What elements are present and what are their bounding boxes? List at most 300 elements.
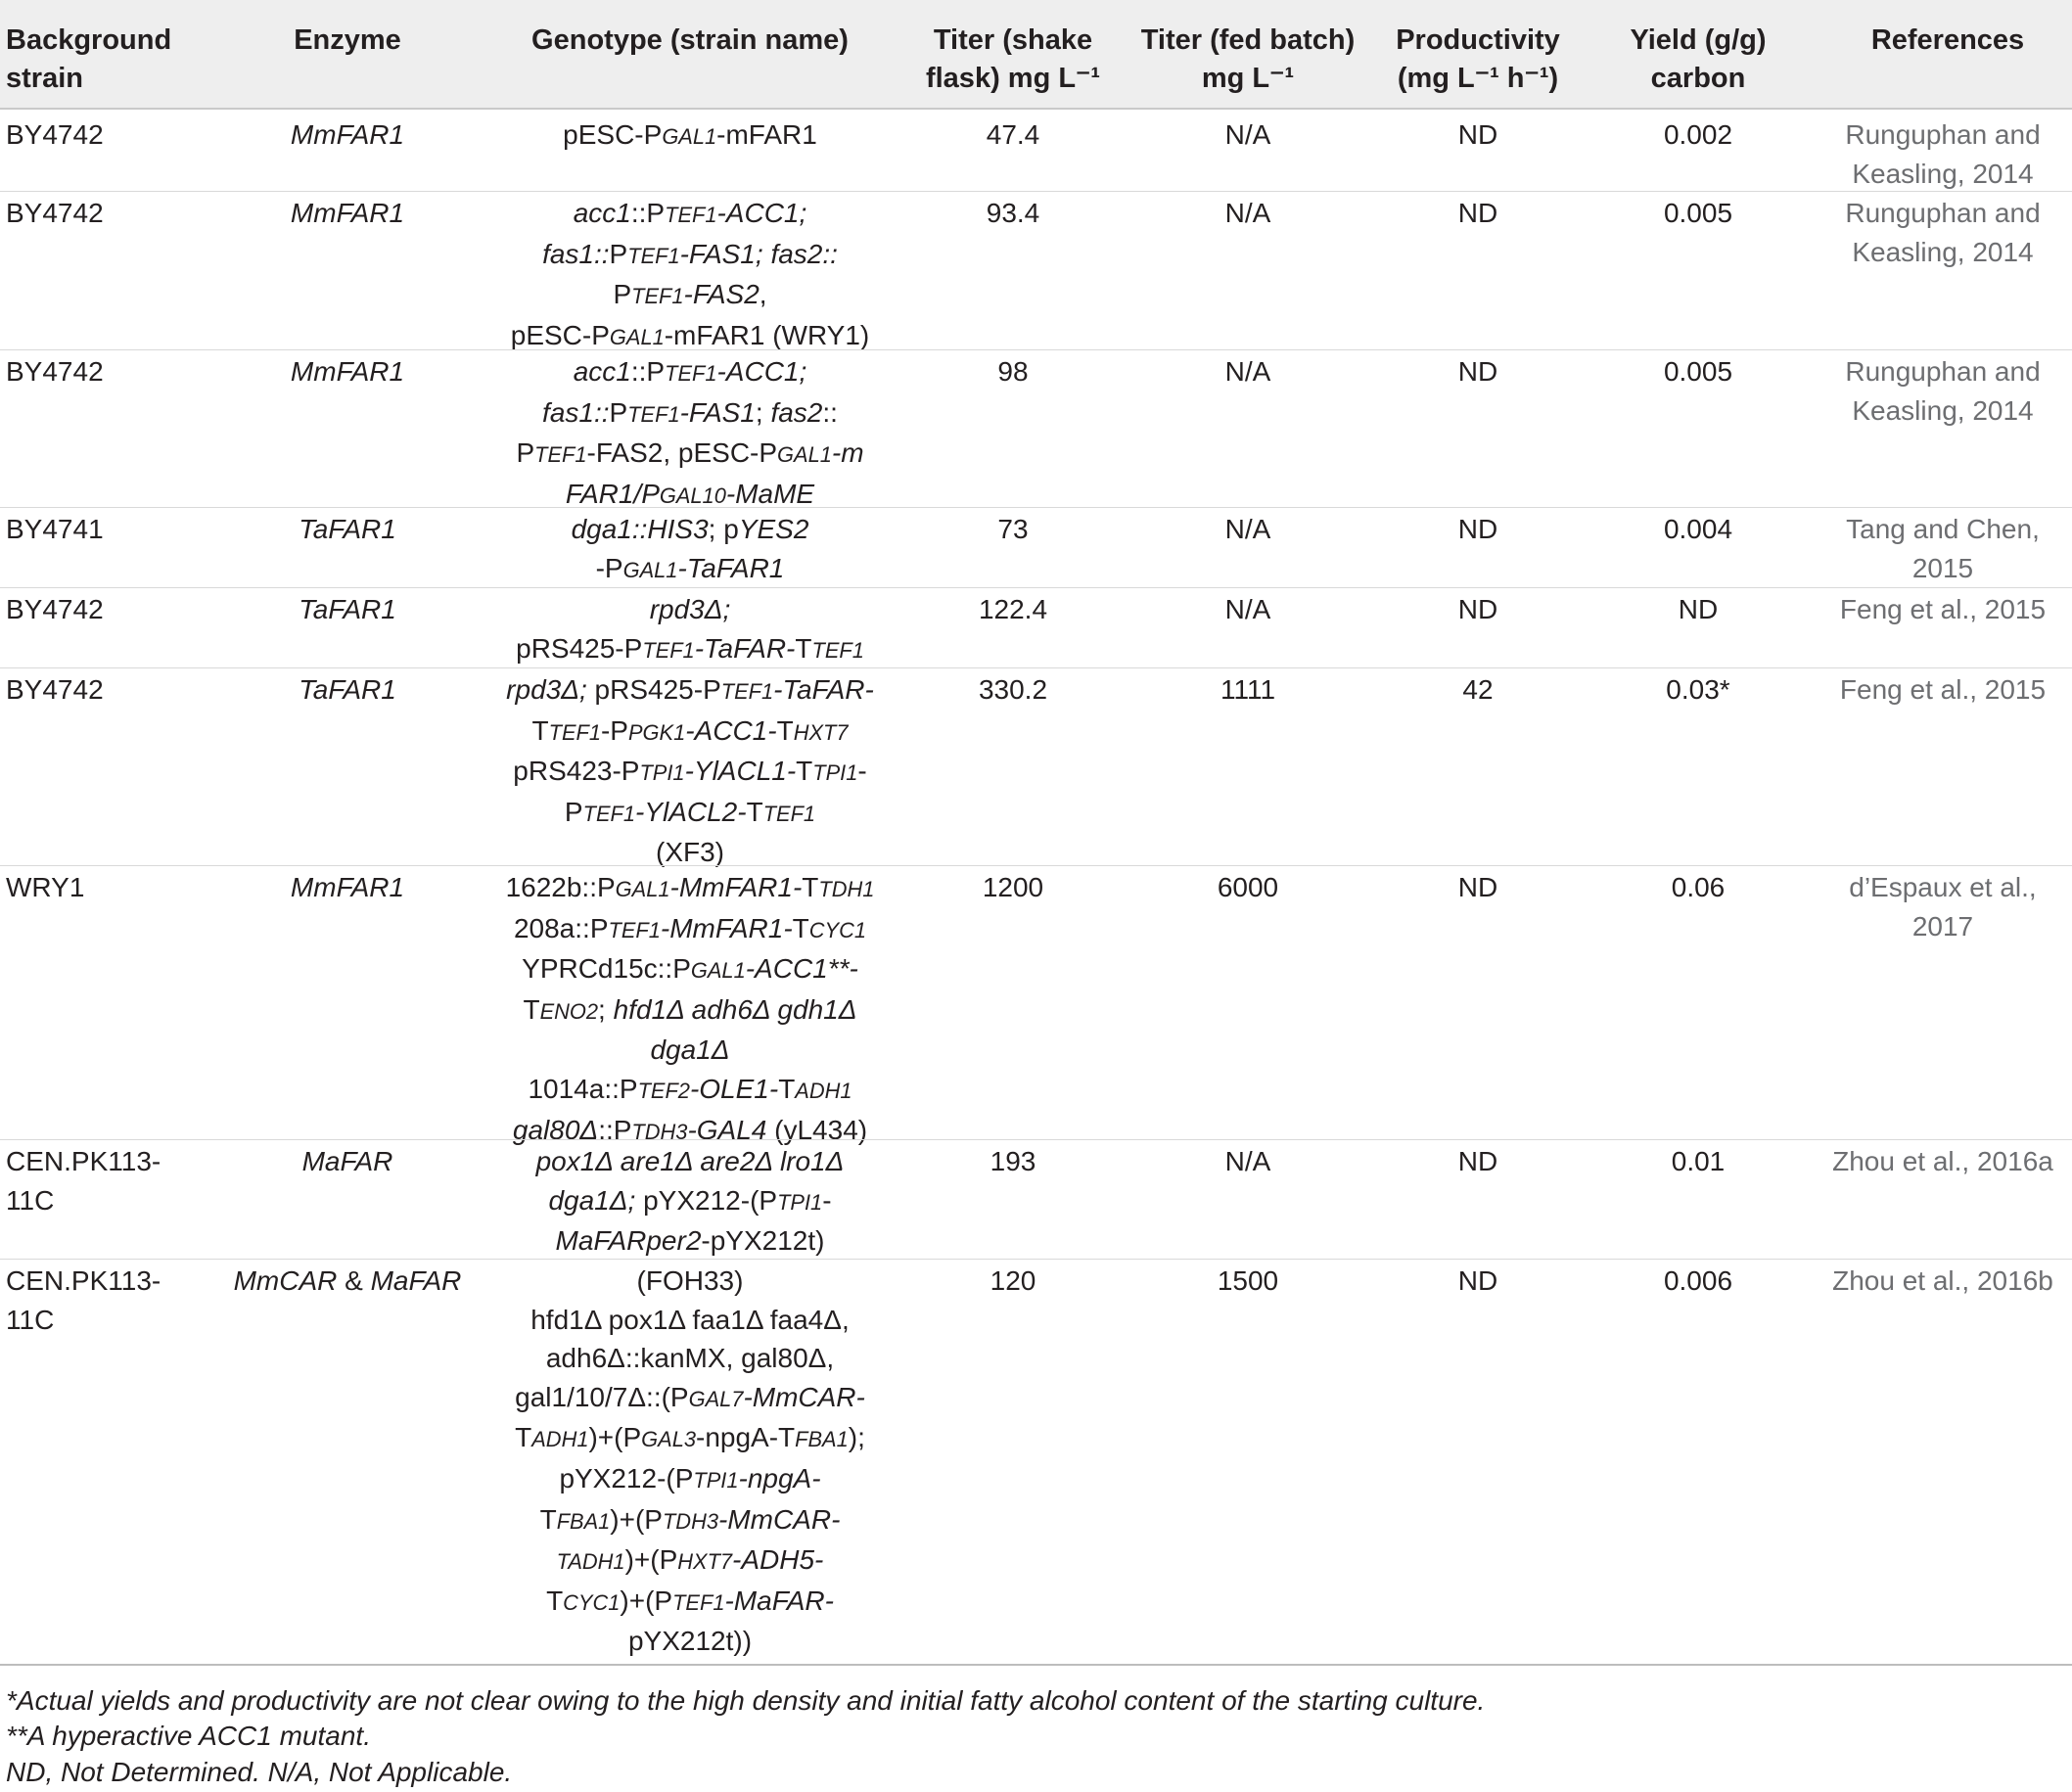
cell-productivity: ND [1457, 119, 1498, 150]
cell-reference [1820, 510, 2065, 587]
cell-reference [1820, 194, 2065, 271]
cell-genotype [470, 1142, 910, 1261]
genotype-line [470, 549, 910, 590]
header-line: flask) mg L⁻¹ [925, 63, 1101, 94]
header-references: References [1870, 24, 2025, 56]
cell-titer-shake: 1200 [982, 872, 1044, 902]
cell-background-strain: BY4742 [6, 198, 104, 228]
cell-titer-shake: 93.4 [986, 198, 1040, 228]
genotype-subscript: TDH3 [631, 1119, 688, 1144]
genotype-segment: ::P [630, 198, 666, 228]
genotype-segment: -P [595, 552, 623, 583]
genotype-line [470, 434, 910, 475]
row-divider [0, 667, 2072, 668]
cell-titer-shake: 330.2 [978, 674, 1048, 705]
genotype-subscript: GAL7 [688, 1386, 744, 1411]
genotype-segment: ::P [630, 356, 666, 387]
genotype-segment: , [725, 1343, 742, 1374]
genotype-line [470, 194, 910, 235]
genotype-subscript: TEF1 [665, 361, 717, 386]
cell-background-strain: WRY1 [6, 872, 85, 902]
genotype-subscript: TEF1 [665, 203, 717, 227]
cell-line: Keasling, 2014 [1852, 158, 2034, 189]
genotype-line [470, 316, 910, 357]
genotype-line [470, 1142, 910, 1181]
header-yield [1590, 22, 1806, 98]
cell-line: 11C [6, 1304, 55, 1335]
genotype-segment: pYX212-(P [559, 1462, 694, 1493]
cell-genotype [470, 1262, 910, 1661]
genotype-segment: gal80Δ [741, 1343, 827, 1374]
genotype-segment: pRS423-P [513, 756, 640, 787]
genotype-segment: fas1:: [542, 238, 610, 269]
genotype-segment: )+(P [624, 1544, 678, 1576]
genotype-segment: -ADH5- [732, 1544, 824, 1576]
genotype-line [470, 1070, 910, 1111]
genotype-segment: - [857, 756, 867, 787]
genotype-subscript: TDH1 [818, 877, 875, 901]
genotype-line [470, 235, 910, 276]
genotype-line [470, 115, 910, 157]
genotype-segment: 1014a::P [528, 1073, 638, 1104]
genotype-segment: fas1:: [542, 396, 610, 428]
genotype-segment: -mFAR1 [716, 119, 817, 150]
enzyme-name: MaFAR [370, 1265, 462, 1296]
genotype-segment: - [822, 1184, 832, 1216]
genotype-line [470, 712, 910, 753]
genotype-subscript: TEF1 [631, 284, 684, 309]
genotype-line [470, 793, 910, 834]
cell-genotype [470, 590, 910, 669]
genotype-segment: -MaFAR- [724, 1585, 834, 1616]
genotype-subscript: CYC1 [563, 1589, 621, 1615]
genotype-segment: -MmFAR1- [669, 872, 803, 902]
genotype-segment: gal80Δ [512, 1114, 599, 1145]
genotype-line [470, 1221, 910, 1261]
header-line: carbon [1650, 63, 1746, 94]
genotype-segment: , [759, 279, 767, 310]
genotype-segment: pox1Δ are1Δ are2Δ lro1Δ [535, 1146, 845, 1176]
cell-background-strain [6, 1142, 207, 1219]
cell-titer-shake: 120 [990, 1265, 1036, 1296]
genotype-line [470, 1378, 910, 1419]
genotype-line [470, 1540, 910, 1582]
genotype-subscript: GAL1 [777, 442, 832, 468]
genotype-segment: 1622b::P [505, 872, 616, 902]
genotype-segment: P [564, 796, 583, 827]
genotype-segment: -OLE1- [689, 1073, 779, 1104]
cell-yield: 0.06 [1671, 872, 1726, 902]
header-background-strain [6, 22, 221, 98]
enzyme-conjunction: & [337, 1265, 371, 1296]
genotype-segment: )+(P [620, 1585, 673, 1616]
genotype-segment: P [609, 396, 628, 428]
table-bottom-rule [0, 1664, 2072, 1666]
cell-genotype [470, 115, 910, 157]
cell-reference [1820, 352, 2065, 430]
genotype-segment: ::(P [646, 1381, 689, 1412]
genotype-subscript: GAL1 [609, 324, 665, 349]
header-genotype: Genotype (strain name) [531, 24, 849, 56]
genotype-segment: )+(P [588, 1422, 642, 1453]
genotype-subscript: GAL1 [662, 124, 717, 149]
enzyme-name: MmCAR [233, 1265, 338, 1296]
genotype-subscript: CYC1 [808, 917, 867, 942]
genotype-segment: T [523, 993, 540, 1025]
genotype-segment: adh6Δ::kanMX [545, 1343, 726, 1374]
cell-line: Feng et al., 2015 [1839, 594, 2047, 624]
genotype-segment: dga1::HIS3 [571, 514, 709, 544]
cell-yield: 0.004 [1663, 514, 1733, 544]
genotype-line [470, 275, 910, 316]
genotype-segment: -MmFAR1- [660, 912, 793, 943]
cell-enzyme: TaFAR1 [299, 594, 396, 624]
genotype-segment: -MmCAR- [717, 1503, 841, 1535]
cell-productivity: 42 [1462, 674, 1494, 705]
genotype-segment: (FOH33) [636, 1265, 744, 1296]
genotype-segment: T [796, 756, 813, 787]
genotype-segment: FAR1/P [565, 478, 660, 509]
genotype-segment: YES2 [738, 514, 809, 544]
genotype-line [470, 868, 910, 909]
genotype-segment: (XF3) [656, 837, 724, 868]
cell-yield: 0.03* [1666, 674, 1730, 705]
genotype-segment: ); [848, 1422, 865, 1453]
cell-titer-shake: 73 [997, 514, 1029, 544]
cell-yield: ND [1678, 594, 1719, 624]
cell-line: 11C [6, 1184, 55, 1216]
genotype-segment: pYX212t)) [627, 1626, 753, 1657]
row-divider [0, 587, 2072, 588]
header-line: (mg L⁻¹ h⁻¹) [1397, 63, 1559, 94]
header-line: Yield (g/g) [1630, 24, 1767, 56]
genotype-line [470, 590, 910, 629]
genotype-segment: fas2 [770, 396, 823, 428]
genotype-subscript: TPI1 [639, 760, 685, 786]
cell-background-strain: BY4742 [6, 674, 104, 705]
genotype-line [470, 1301, 910, 1340]
genotype-segment: ::P [598, 1114, 632, 1145]
header-line: mg L⁻¹ [1201, 63, 1295, 94]
genotype-subscript: ADH1 [795, 1078, 852, 1103]
cell-line: CEN.PK113- [6, 1146, 161, 1176]
genotype-segment: acc1 [573, 198, 631, 228]
genotype-segment: -FAS1; fas2:: [679, 238, 838, 269]
cell-line: CEN.PK113- [6, 1265, 161, 1296]
cell-line: 2015 [1911, 552, 1974, 583]
cell-line: d’Espaux et al., [1849, 872, 2037, 902]
genotype-segment: -YlACL2- [634, 796, 747, 827]
genotype-segment: T [792, 912, 809, 943]
cell-yield: 0.005 [1663, 198, 1733, 228]
genotype-segment: -ACC1; [716, 198, 807, 228]
genotype-segment: 208a::P [513, 912, 609, 943]
genotype-segment: T [746, 796, 763, 827]
genotype-subscript: TDH3 [662, 1508, 718, 1534]
genotype-subscript: TEF1 [627, 401, 680, 427]
cell-reference [1820, 1142, 2065, 1181]
genotype-segment: P [613, 279, 632, 310]
genotype-subscript: FBA1 [556, 1508, 611, 1534]
genotype-segment: dga1Δ [650, 1034, 730, 1066]
genotype-segment: T [778, 1073, 796, 1104]
row-divider [0, 1139, 2072, 1140]
cell-titer-fed: 1111 [1220, 674, 1276, 705]
header-line: Productivity [1396, 24, 1560, 56]
genotype-segment: acc1 [573, 356, 631, 387]
genotype-segment: pESC-P [563, 119, 663, 150]
genotype-subscript: GAL1 [690, 958, 746, 984]
genotype-segment: -GAL4 [687, 1114, 767, 1145]
genotype-line [470, 1582, 910, 1623]
genotype-line [470, 1459, 910, 1500]
genotype-segment: -npgA- [738, 1462, 821, 1493]
genotype-segment: -FAS1 [679, 396, 756, 428]
genotype-segment: pESC-P [510, 319, 610, 350]
genotype-segment: -TaFAR- [773, 674, 874, 705]
genotype-subscript: TPI1 [777, 1189, 823, 1215]
cell-line: Zhou et al., 2016a [1832, 1146, 2053, 1176]
genotype-segment: -YlACL1- [684, 756, 797, 787]
cell-titer-fed: N/A [1224, 119, 1271, 150]
genotype-subscript: TPI1 [693, 1467, 739, 1493]
footnote-abbreviations: ND, Not Determined. N/A, Not Applicable. [6, 1757, 513, 1787]
genotype-segment: P [609, 238, 628, 269]
cell-genotype [470, 868, 910, 1151]
cell-productivity: ND [1457, 198, 1498, 228]
genotype-segment: -P [600, 714, 628, 746]
cell-productivity: ND [1457, 872, 1498, 902]
genotype-subscript: TEF1 [548, 719, 601, 745]
cell-line: Runguphan and [1845, 119, 2041, 150]
cell-line: 2017 [1911, 910, 1974, 942]
genotype-subscript: TPI1 [812, 760, 858, 786]
genotype-segment: T [778, 1422, 796, 1453]
genotype-segment: -MmCAR- [743, 1381, 865, 1412]
genotype-subscript: ENO2 [539, 998, 599, 1024]
genotype-subscript: TEF1 [672, 1589, 725, 1615]
genotype-segment: gal1/10/7Δ [515, 1381, 647, 1412]
cell-productivity: ND [1457, 356, 1498, 387]
genotype-subscript: FBA1 [795, 1427, 849, 1452]
genotype-segment: , [841, 1304, 850, 1335]
cell-reference [1820, 670, 2065, 710]
cell-yield: 0.006 [1663, 1265, 1733, 1296]
header-line: Titer (shake [933, 24, 1093, 56]
header-enzyme: Enzyme [294, 24, 401, 56]
genotype-segment: MaFARper2 [555, 1225, 702, 1257]
genotype-line [470, 1500, 910, 1541]
genotype-segment: dga1Δ; [548, 1184, 636, 1216]
genotype-subscript: TEF1 [627, 243, 680, 268]
cell-line: Feng et al., 2015 [1839, 674, 2047, 705]
genotype-subscript: GAL3 [641, 1427, 696, 1452]
genotype-subscript: GAL1 [622, 557, 678, 582]
genotype-segment: rpd3Δ; [649, 594, 731, 624]
genotype-segment: rpd3Δ; [506, 674, 587, 705]
genotype-segment: T [776, 714, 794, 746]
genotype-segment: T [802, 872, 819, 902]
genotype-line [470, 1181, 910, 1222]
genotype-line [470, 1418, 910, 1459]
genotype-segment: hfd1Δ adh6Δ gdh1Δ [613, 993, 857, 1025]
cell-enzyme: MmFAR1 [290, 119, 405, 150]
genotype-segment: -TaFAR- [694, 632, 796, 664]
genotype-subscript: TADH1 [556, 1549, 625, 1575]
genotype-segment: -ACC1- [685, 714, 777, 746]
genotype-segment: -npgA- [696, 1422, 779, 1453]
cell-productivity: ND [1457, 514, 1498, 544]
row-divider [0, 865, 2072, 866]
cell-enzyme: MmFAR1 [290, 198, 405, 228]
genotype-segment: hfd1Δ pox1Δ faa1Δ faa4Δ [530, 1304, 842, 1335]
cell-background-strain: BY4742 [6, 119, 104, 150]
genotype-segment: P [516, 437, 535, 469]
genotype-segment: pYX212-(P [635, 1184, 778, 1216]
header-line: strain [6, 63, 83, 94]
genotype-segment: T [795, 632, 812, 664]
cell-enzyme [210, 1262, 484, 1301]
header-productivity [1365, 22, 1590, 98]
genotype-segment: -m [831, 437, 864, 469]
header-titer-shake [896, 22, 1130, 98]
genotype-segment: T [515, 1422, 532, 1453]
genotype-segment: )+(P [610, 1503, 663, 1535]
row-divider [0, 191, 2072, 192]
genotype-line [470, 352, 910, 393]
genotype-subscript: GAL10 [659, 482, 726, 508]
cell-genotype [470, 352, 910, 515]
cell-enzyme: MmFAR1 [290, 872, 405, 902]
cell-line: Runguphan and [1845, 198, 2041, 228]
genotype-segment: , [826, 1343, 835, 1374]
genotype-subscript: TEF1 [762, 801, 816, 826]
cell-titer-shake: 47.4 [986, 119, 1040, 150]
genotype-subscript: HXT7 [677, 1549, 733, 1575]
genotype-segment: pRS425-P [516, 632, 643, 664]
genotype-segment: ; [598, 993, 614, 1025]
cell-titer-fed: N/A [1224, 198, 1271, 228]
genotype-segment: ; p [708, 514, 739, 544]
genotype-line [470, 393, 910, 435]
genotype-segment: :: [822, 396, 838, 428]
genotype-line [470, 1031, 910, 1070]
genotype-subscript: TEF1 [608, 917, 661, 942]
cell-titer-fed: 6000 [1217, 872, 1279, 902]
header-titer-fed [1130, 22, 1365, 98]
cell-line: Tang and Chen, [1846, 514, 2040, 544]
cell-titer-shake: 193 [990, 1146, 1036, 1176]
cell-reference [1820, 1262, 2065, 1301]
cell-yield: 0.005 [1663, 356, 1733, 387]
genotype-segment: -ACC1**- [745, 953, 858, 985]
cell-reference [1820, 115, 2065, 193]
cell-reference [1820, 590, 2065, 629]
genotype-segment: YPRCd15c::P [522, 953, 691, 985]
cell-genotype [470, 510, 910, 589]
genotype-line [470, 510, 910, 549]
footnote-yield: *Actual yields and productivity are not clear owing to the high density and initial fatty alcohol content of the starting culture. [6, 1685, 1486, 1716]
table-header [0, 0, 2072, 110]
genotype-segment: -ACC1; [716, 356, 807, 387]
cell-line: Runguphan and [1845, 356, 2041, 387]
genotype-line [470, 1262, 910, 1301]
genotype-segment: T [546, 1585, 564, 1616]
genotype-subscript: TEF1 [811, 637, 864, 663]
genotype-line [470, 1622, 910, 1661]
genotype-segment: T [539, 1503, 557, 1535]
genotype-segment: T [531, 714, 549, 746]
row-divider [0, 1259, 2072, 1260]
genotype-subscript: TEF1 [642, 637, 695, 663]
genotype-subscript: TEF2 [637, 1078, 690, 1103]
cell-enzyme: MmFAR1 [290, 356, 405, 387]
genotype-segment: ; [755, 396, 771, 428]
cell-titer-shake: 122.4 [978, 594, 1048, 624]
cell-titer-fed: N/A [1224, 514, 1271, 544]
genotype-subscript: HXT7 [793, 719, 849, 745]
cell-reference [1820, 868, 2065, 945]
cell-titer-fed: N/A [1224, 356, 1271, 387]
genotype-line [470, 990, 910, 1032]
cell-line: Zhou et al., 2016b [1832, 1265, 2053, 1296]
genotype-segment: -pYX212t) [701, 1225, 825, 1257]
genotype-subscript: TEF1 [720, 679, 774, 704]
cell-line: Keasling, 2014 [1852, 394, 2034, 426]
cell-titer-shake: 98 [997, 356, 1029, 387]
genotype-line [470, 1339, 910, 1378]
row-divider [0, 507, 2072, 508]
genotype-segment: -TaFAR1 [677, 552, 785, 583]
genotype-subscript: PGK1 [627, 719, 686, 745]
footnote-acc1: **A hyperactive ACC1 mutant. [6, 1721, 371, 1751]
row-divider [0, 349, 2072, 350]
genotype-subscript: TEF1 [582, 801, 635, 826]
genotype-subscript: TEF1 [534, 442, 587, 468]
cell-yield: 0.01 [1671, 1146, 1726, 1176]
cell-line: Keasling, 2014 [1852, 236, 2034, 267]
cell-productivity: ND [1457, 594, 1498, 624]
cell-background-strain: BY4742 [6, 594, 104, 624]
cell-background-strain: BY4741 [6, 514, 104, 544]
cell-background-strain: BY4742 [6, 356, 104, 387]
genotype-segment: -FAS2 [683, 279, 760, 310]
cell-titer-fed: N/A [1224, 1146, 1271, 1176]
cell-background-strain [6, 1262, 207, 1339]
cell-enzyme: MaFAR [301, 1146, 393, 1176]
genotype-segment: -MaME [725, 478, 815, 509]
genotype-segment: pRS425-P [586, 674, 721, 705]
cell-genotype [470, 670, 910, 872]
genotype-line [470, 909, 910, 950]
genotype-line [470, 833, 910, 872]
cell-enzyme: TaFAR1 [299, 514, 396, 544]
genotype-subscript: GAL1 [615, 877, 670, 901]
genotype-subscript: ADH1 [531, 1427, 589, 1452]
genotype-line [470, 629, 910, 670]
cell-productivity: ND [1457, 1265, 1498, 1296]
cell-enzyme: TaFAR1 [299, 674, 396, 705]
genotype-line [470, 949, 910, 990]
cell-titer-fed: 1500 [1217, 1265, 1279, 1296]
genotype-line [470, 752, 910, 793]
genotype-segment: -FAS2, pESC-P [586, 437, 778, 469]
cell-titer-fed: N/A [1224, 594, 1271, 624]
cell-genotype [470, 194, 910, 356]
header-line: Background [6, 24, 172, 56]
cell-productivity: ND [1457, 1146, 1498, 1176]
genotype-segment: (yL434) [766, 1114, 868, 1145]
